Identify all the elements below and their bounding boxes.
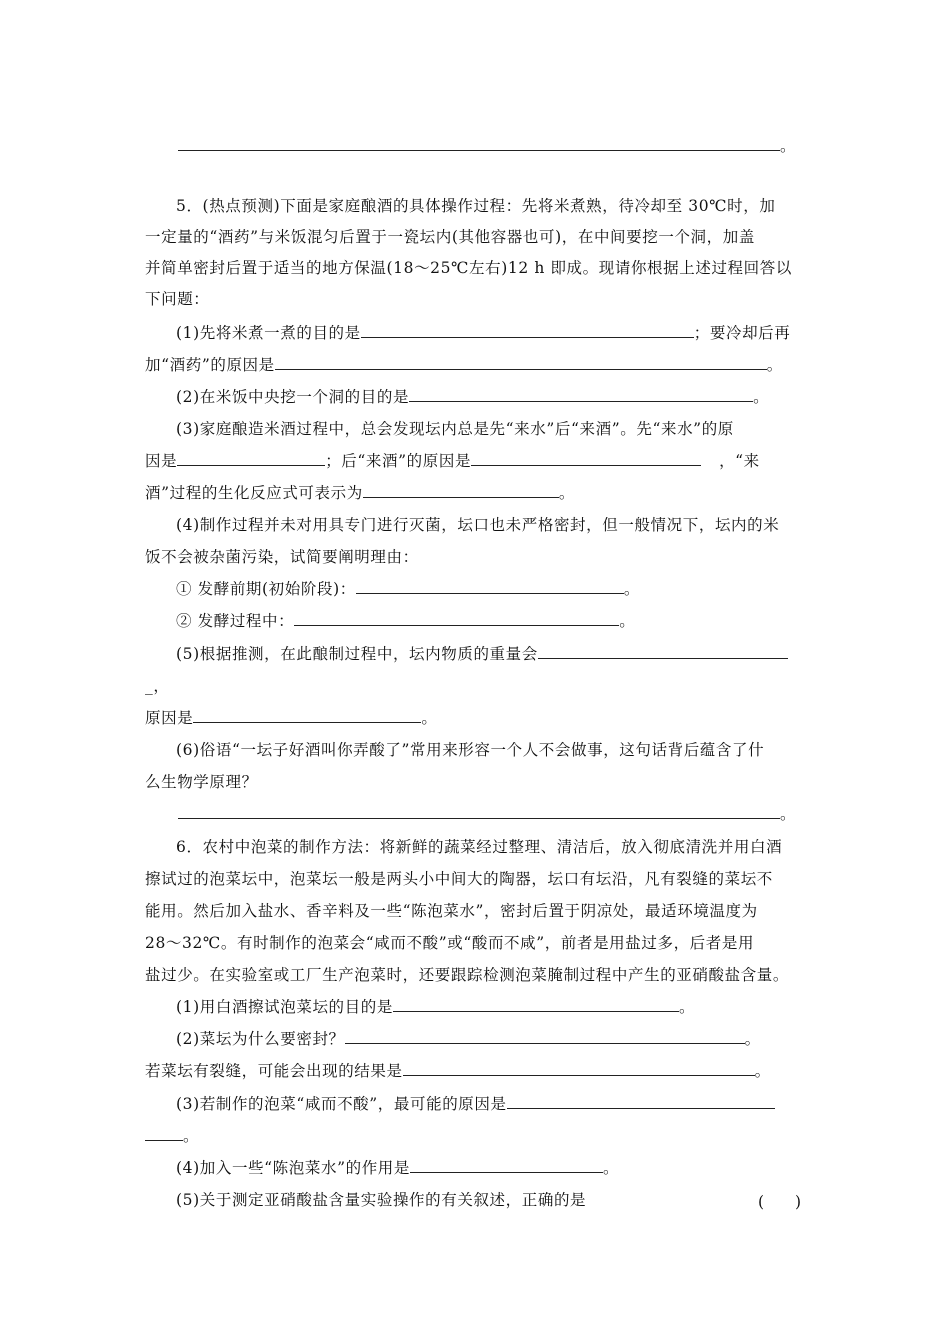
answer-blank[interactable]: [403, 1061, 755, 1076]
answer-blank[interactable]: [471, 451, 701, 466]
answer-blank[interactable]: [178, 804, 780, 819]
answer-blank[interactable]: [507, 1094, 775, 1109]
blank[interactable]: [178, 136, 780, 151]
q6-intro-line1: 6．农村中泡菜的制作方法：将新鲜的蔬菜经过整理、清洁后，放入彻底清洗并用白酒: [176, 838, 783, 856]
answer-blank[interactable]: [345, 1029, 745, 1044]
q5-part1: (1)先将米煮一煮的目的是 ；要冷却后再: [176, 324, 791, 342]
q6-part2: (2)菜坛为什么要密封？ 。: [176, 1030, 761, 1048]
q6-part4: (4)加入一些“陈泡菜水”的作用是 。: [176, 1159, 620, 1177]
q6-part2-cont: 若菜坛有裂缝，可能会出现的结果是 。: [145, 1062, 771, 1080]
answer-choice-parentheses[interactable]: ( ): [758, 1193, 802, 1211]
answer-blank[interactable]: [356, 579, 624, 594]
q5-part3-cont: 因是 ；后“来酒”的原因是 ，“来: [145, 452, 760, 470]
q6-part1: (1)用白酒擦试泡菜坛的目的是 。: [176, 998, 696, 1016]
answer-blank[interactable]: [538, 644, 788, 659]
answer-line-top: 。: [178, 136, 843, 156]
q5-part3: (3)家庭酿造米酒过程中，总会发现坛内总是先“来水”后“来酒”。先“来水”的原: [176, 420, 734, 438]
q6-intro-line2: 擦试过的泡菜坛中，泡菜坛一般是两头小中间大的陶器，坛口有坛沿，凡有裂缝的菜坛不: [145, 870, 773, 888]
q5-part5-reason: 原因是 。: [145, 709, 438, 727]
q5-part4-item1: ① 发酵前期(初始阶段)： 。: [176, 580, 640, 598]
q5-part4-cont: 饭不会被杂菌污染，试简要阐明理由：: [145, 548, 419, 566]
q6-part5: (5)关于测定亚硝酸盐含量实验操作的有关叙述，正确的是: [176, 1191, 587, 1209]
q5-intro-line1: 5．(热点预测)下面是家庭酿酒的具体操作过程：先将米煮熟，待冷却至 30℃时，加: [176, 197, 776, 215]
q6-intro-line5: 盐过少。在实验室或工厂生产泡菜时，还要跟踪检测泡菜腌制过程中产生的亚硝酸盐含量。: [145, 966, 790, 984]
q5-part6-answer: 。: [178, 804, 843, 824]
answer-blank[interactable]: [409, 387, 753, 402]
q6-intro-line3: 能用。然后加入盐水、香辛料及一些“陈泡菜水”，密封后置于阴凉处，最适环境温度为: [145, 902, 758, 920]
q5-part4-item2: ② 发酵过程中： 。: [176, 612, 636, 630]
q5-part4: (4)制作过程并未对用具专门进行灭菌，坛口也未严格密封，但一般情况下，坛内的米: [176, 516, 780, 534]
answer-blank[interactable]: [361, 323, 694, 338]
q5-part6-cont: 么生物学原理？: [145, 773, 258, 791]
answer-blank[interactable]: [410, 1158, 603, 1173]
q5-intro-line2: 一定量的“酒药”与米饭混匀后置于一瓷坛内(其他容器也可)，在中间要挖一个洞，加盖: [145, 228, 755, 246]
q6-intro-line4: 28～32℃。有时制作的泡菜会“咸而不酸”或“酸而不咸”，前者是用盐过多，后者是用: [145, 934, 755, 952]
answer-blank[interactable]: [363, 483, 559, 498]
q5-part2: (2)在米饭中央挖一个洞的目的是 。: [176, 388, 770, 406]
answer-blank[interactable]: [275, 355, 767, 370]
q5-part1-cont: 加“酒药”的原因是 。: [145, 356, 783, 374]
q6-part3: (3)若制作的泡菜“咸而不酸”，最可能的原因是: [176, 1094, 841, 1114]
q5-part6: (6)俗语“一坛子好酒叫你弄酸了”常用来形容一个人不会做事，这句话背后蕴含了什: [176, 741, 765, 759]
answer-blank[interactable]: [193, 708, 421, 723]
answer-blank[interactable]: [145, 1126, 183, 1141]
answer-blank[interactable]: [177, 451, 325, 466]
q5-part5-cont: _，: [145, 677, 170, 695]
q6-part3-cont: 。: [145, 1126, 810, 1146]
q5-part5: (5)根据推测，在此酿制过程中，坛内物质的重量会: [176, 644, 841, 664]
q5-intro-line4: 下问题：: [145, 290, 210, 308]
answer-blank[interactable]: [294, 611, 619, 626]
q5-part3-cont2: 酒”过程的生化反应式可表示为 。: [145, 484, 575, 502]
q5-intro-line3: 并简单密封后置于适当的地方保温(18～25℃左右)12 h 即成。现请你根据上述过程回答以: [145, 259, 792, 277]
answer-blank[interactable]: [393, 997, 679, 1012]
